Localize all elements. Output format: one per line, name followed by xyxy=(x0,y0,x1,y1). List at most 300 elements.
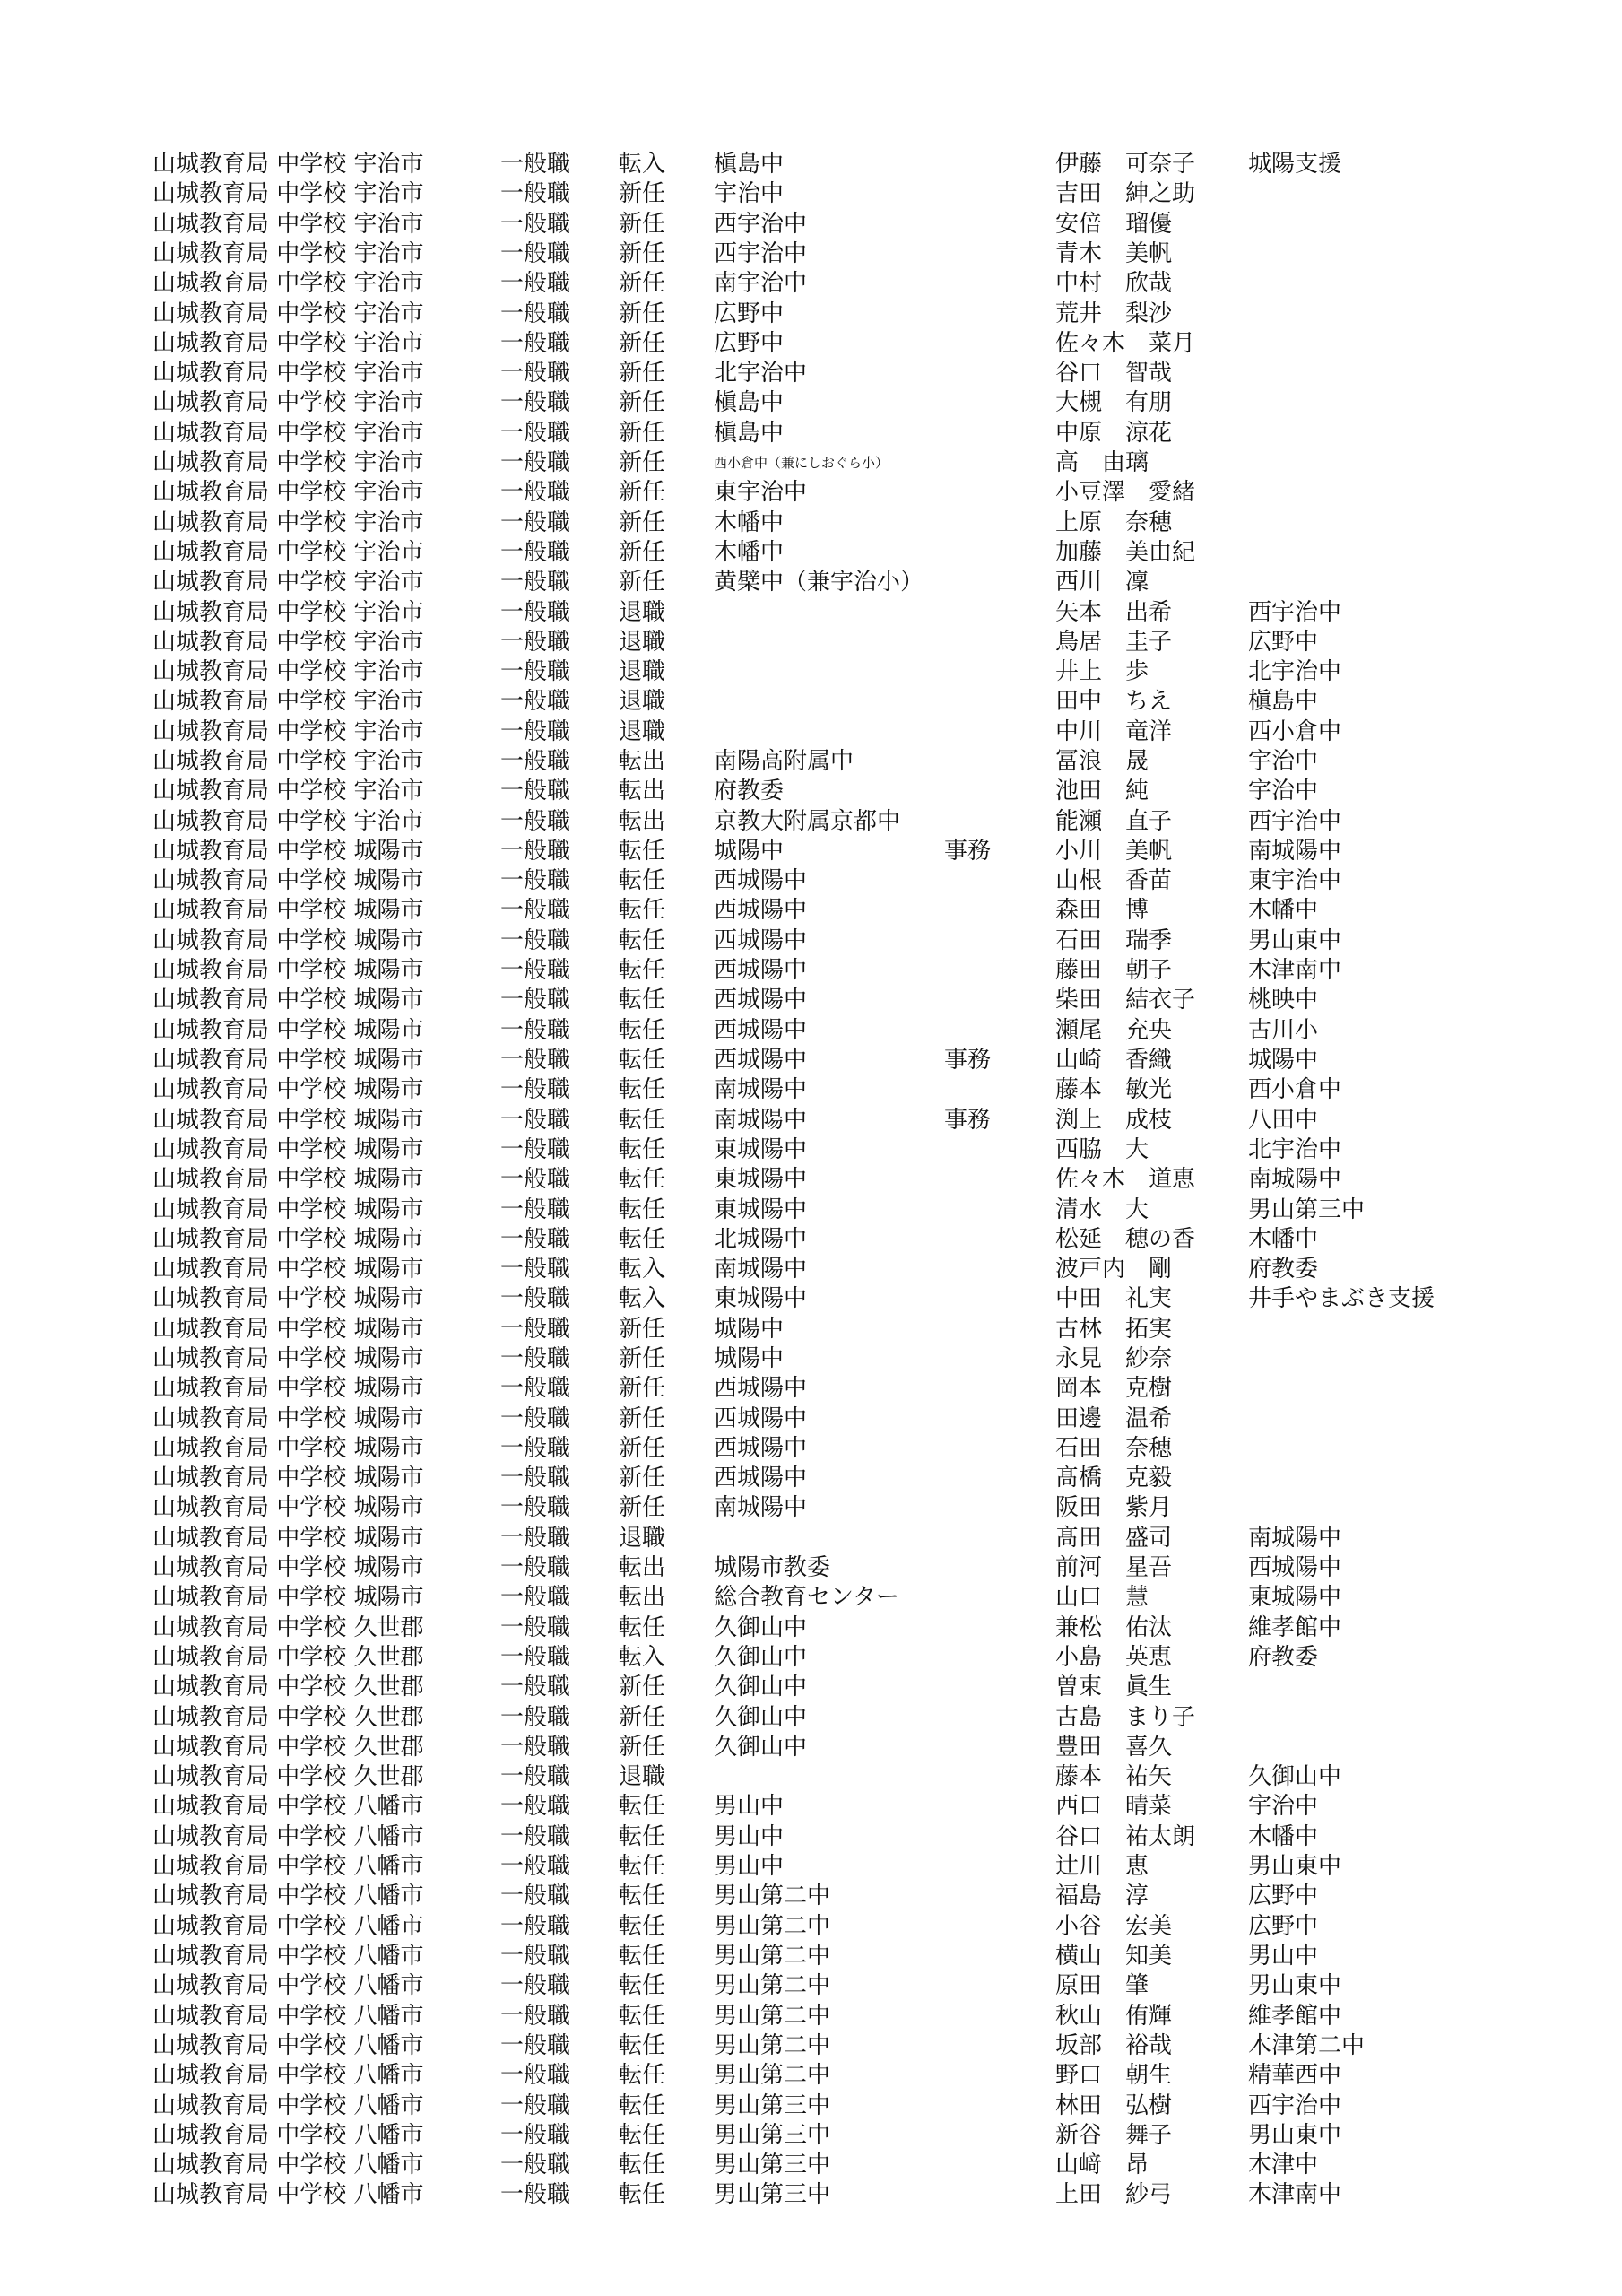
new-school-cell: 久御山中 xyxy=(714,1674,808,1700)
office-area-cell: 山城教育局 中学校 宇治市 xyxy=(152,599,424,626)
transfer-type-cell: 新任 xyxy=(619,1316,666,1343)
table-row xyxy=(0,1792,1622,1822)
staff-name-cell: 佐々木 道恵 xyxy=(1055,1166,1196,1193)
previous-school-cell: 木津南中 xyxy=(1248,957,1342,984)
new-school-cell: 男山第二中 xyxy=(714,2062,831,2089)
new-school-cell: 男山第二中 xyxy=(714,1972,831,1999)
transfer-type-cell: 退職 xyxy=(619,688,666,715)
transfer-type-cell: 新任 xyxy=(619,1465,666,1492)
new-school-cell: 久御山中 xyxy=(714,1734,808,1761)
staff-name-cell: 柴田 結衣子 xyxy=(1055,987,1196,1013)
office-area-cell: 山城教育局 中学校 久世郡 xyxy=(152,1614,424,1641)
transfer-type-cell: 転入 xyxy=(619,1256,666,1283)
transfer-type-cell: 転出 xyxy=(619,778,666,804)
previous-school-cell: 維孝館中 xyxy=(1248,1614,1342,1641)
transfer-type-cell: 転任 xyxy=(619,1943,666,1970)
job-category-cell: 一般職 xyxy=(500,688,571,715)
new-school-cell: 城陽中 xyxy=(714,1316,785,1343)
table-row xyxy=(0,1942,1622,1971)
office-area-cell: 山城教育局 中学校 宇治市 xyxy=(152,479,424,506)
table-row xyxy=(0,1225,1622,1255)
job-category-cell: 一般職 xyxy=(500,599,571,626)
office-area-cell: 山城教育局 中学校 宇治市 xyxy=(152,808,424,835)
new-school-cell: 男山第二中 xyxy=(714,2032,831,2059)
office-area-cell: 山城教育局 中学校 城陽市 xyxy=(152,1345,424,1372)
staff-name-cell: 山根 香苗 xyxy=(1055,867,1173,894)
new-school-cell: 西城陽中 xyxy=(714,1465,808,1492)
staff-name-cell: 原田 肇 xyxy=(1055,1972,1149,1999)
office-area-cell: 山城教育局 中学校 宇治市 xyxy=(152,718,424,745)
office-area-cell: 山城教育局 中学校 八幡市 xyxy=(152,2003,424,2030)
new-school-cell: 総合教育センター xyxy=(714,1584,899,1611)
office-area-cell: 山城教育局 中学校 宇治市 xyxy=(152,211,424,238)
office-area-cell: 山城教育局 中学校 八幡市 xyxy=(152,1883,424,1909)
new-school-cell: 東城陽中 xyxy=(714,1196,808,1223)
office-area-cell: 山城教育局 中学校 宇治市 xyxy=(152,389,424,416)
table-row xyxy=(0,837,1622,866)
table-row xyxy=(0,1822,1622,1852)
table-row xyxy=(0,777,1622,806)
transfer-type-cell: 転任 xyxy=(619,1107,666,1134)
job-category-cell: 一般職 xyxy=(500,658,571,685)
transfer-type-cell: 転任 xyxy=(619,1017,666,1044)
job-category-cell: 一般職 xyxy=(500,2062,571,2089)
new-school-cell: 男山第二中 xyxy=(714,2003,831,2030)
previous-school-cell: 城陽中 xyxy=(1248,1047,1319,1074)
new-school-cell: 久御山中 xyxy=(714,1614,808,1641)
new-school-cell: 西城陽中 xyxy=(714,987,808,1013)
staff-name-cell: 野口 朝生 xyxy=(1055,2062,1173,2089)
table-row xyxy=(0,2061,1622,2091)
staff-name-cell: 前河 星吾 xyxy=(1055,1554,1173,1581)
job-category-cell: 一般職 xyxy=(500,1166,571,1193)
job-category-cell: 一般職 xyxy=(500,1823,571,1850)
transfer-type-cell: 新任 xyxy=(619,569,666,596)
new-school-cell: 木幡中 xyxy=(714,509,785,536)
table-row xyxy=(0,359,1622,388)
transfer-type-cell: 転任 xyxy=(619,2122,666,2149)
table-row xyxy=(0,2092,1622,2121)
office-area-cell: 山城教育局 中学校 八幡市 xyxy=(152,1943,424,1970)
office-area-cell: 山城教育局 中学校 宇治市 xyxy=(152,688,424,715)
staff-name-cell: 能瀬 直子 xyxy=(1055,808,1173,835)
previous-school-cell: 北宇治中 xyxy=(1248,658,1342,685)
staff-name-cell: 小谷 宏美 xyxy=(1055,1913,1173,1940)
staff-name-cell: 岡本 克樹 xyxy=(1055,1375,1173,1402)
previous-school-cell: 西小倉中 xyxy=(1248,1076,1342,1103)
table-row xyxy=(0,509,1622,538)
new-school-cell: 男山中 xyxy=(714,1793,785,1820)
job-category-cell: 一般職 xyxy=(500,987,571,1013)
transfer-type-cell: 新任 xyxy=(619,539,666,566)
previous-school-cell: 西城陽中 xyxy=(1248,1554,1342,1581)
office-area-cell: 山城教育局 中学校 城陽市 xyxy=(152,1107,424,1134)
staff-name-cell: 小島 英恵 xyxy=(1055,1644,1173,1671)
previous-school-cell: 男山第三中 xyxy=(1248,1196,1366,1223)
previous-school-cell: 宇治中 xyxy=(1248,748,1319,775)
office-area-cell: 山城教育局 中学校 宇治市 xyxy=(152,629,424,656)
transfer-type-cell: 転任 xyxy=(619,1226,666,1253)
table-row xyxy=(0,448,1622,478)
staff-name-cell: 上原 奈穂 xyxy=(1055,509,1173,536)
staff-name-cell: 中原 涼花 xyxy=(1055,420,1173,447)
office-area-cell: 山城教育局 中学校 宇治市 xyxy=(152,270,424,297)
job-category-cell: 一般職 xyxy=(500,867,571,894)
office-area-cell: 山城教育局 中学校 宇治市 xyxy=(152,569,424,596)
duty-cell: 事務 xyxy=(944,1047,992,1074)
table-row xyxy=(0,1703,1622,1733)
table-row xyxy=(0,1493,1622,1523)
staff-name-cell: 森田 博 xyxy=(1055,897,1149,924)
job-category-cell: 一般職 xyxy=(500,957,571,984)
job-category-cell: 一般職 xyxy=(500,270,571,297)
job-category-cell: 一般職 xyxy=(500,1853,571,1880)
transfer-type-cell: 新任 xyxy=(619,180,666,207)
transfer-type-cell: 転入 xyxy=(619,151,666,178)
staff-name-cell: 豊田 喜久 xyxy=(1055,1734,1173,1761)
transfer-type-cell: 転任 xyxy=(619,2003,666,2030)
job-category-cell: 一般職 xyxy=(500,211,571,238)
job-category-cell: 一般職 xyxy=(500,1763,571,1790)
table-row xyxy=(0,568,1622,597)
transfer-type-cell: 新任 xyxy=(619,330,666,357)
office-area-cell: 山城教育局 中学校 宇治市 xyxy=(152,449,424,476)
office-area-cell: 山城教育局 中学校 城陽市 xyxy=(152,987,424,1013)
office-area-cell: 山城教育局 中学校 宇治市 xyxy=(152,300,424,327)
previous-school-cell: 南城陽中 xyxy=(1248,1166,1342,1193)
table-row xyxy=(0,628,1622,657)
new-school-cell: 男山中 xyxy=(714,1853,785,1880)
job-category-cell: 一般職 xyxy=(500,240,571,267)
office-area-cell: 山城教育局 中学校 城陽市 xyxy=(152,1584,424,1611)
staff-name-cell: 阪田 紫月 xyxy=(1055,1494,1173,1521)
job-category-cell: 一般職 xyxy=(500,1644,571,1671)
staff-name-cell: 福島 淳 xyxy=(1055,1883,1149,1909)
table-row xyxy=(0,239,1622,269)
staff-name-cell: 加藤 美由紀 xyxy=(1055,539,1196,566)
transfer-type-cell: 転任 xyxy=(619,1913,666,1940)
transfer-type-cell: 転出 xyxy=(619,748,666,775)
staff-name-cell: 吉田 紳之助 xyxy=(1055,180,1196,207)
office-area-cell: 山城教育局 中学校 宇治市 xyxy=(152,658,424,685)
transfer-type-cell: 退職 xyxy=(619,1763,666,1790)
job-category-cell: 一般職 xyxy=(500,1375,571,1402)
office-area-cell: 山城教育局 中学校 久世郡 xyxy=(152,1734,424,1761)
new-school-cell: 久御山中 xyxy=(714,1644,808,1671)
new-school-cell: 京教大附属京都中 xyxy=(714,808,901,835)
job-category-cell: 一般職 xyxy=(500,1584,571,1611)
table-row xyxy=(0,747,1622,777)
new-school-cell: 西城陽中 xyxy=(714,867,808,894)
transfer-type-cell: 転出 xyxy=(619,1584,666,1611)
staff-name-cell: 石田 奈穂 xyxy=(1055,1435,1173,1462)
new-school-cell: 西宇治中 xyxy=(714,240,808,267)
office-area-cell: 山城教育局 中学校 宇治市 xyxy=(152,539,424,566)
transfer-type-cell: 新任 xyxy=(619,300,666,327)
staff-name-cell: 青木 美帆 xyxy=(1055,240,1173,267)
table-row xyxy=(0,2151,1622,2180)
previous-school-cell: 西小倉中 xyxy=(1248,718,1342,745)
new-school-cell: 男山第三中 xyxy=(714,2122,831,2149)
staff-name-cell: 谷口 智哉 xyxy=(1055,360,1173,387)
staff-name-cell: 井上 歩 xyxy=(1055,658,1149,685)
new-school-cell: 男山第三中 xyxy=(714,2152,831,2179)
office-area-cell: 山城教育局 中学校 八幡市 xyxy=(152,2152,424,2179)
office-area-cell: 山城教育局 中学校 八幡市 xyxy=(152,1972,424,1999)
table-row xyxy=(0,1046,1622,1075)
job-category-cell: 一般職 xyxy=(500,1883,571,1909)
new-school-cell: 北城陽中 xyxy=(714,1226,808,1253)
table-row xyxy=(0,1434,1622,1464)
previous-school-cell: 東宇治中 xyxy=(1248,867,1342,894)
office-area-cell: 山城教育局 中学校 八幡市 xyxy=(152,2122,424,2149)
table-row xyxy=(0,986,1622,1015)
transfer-type-cell: 転任 xyxy=(619,1196,666,1223)
previous-school-cell: 精華西中 xyxy=(1248,2062,1342,2089)
table-row xyxy=(0,1733,1622,1762)
transfer-type-cell: 退職 xyxy=(619,658,666,685)
office-area-cell: 山城教育局 中学校 八幡市 xyxy=(152,2181,424,2208)
staff-name-cell: 中村 欣哉 xyxy=(1055,270,1173,297)
transfer-type-cell: 転任 xyxy=(619,1047,666,1074)
office-area-cell: 山城教育局 中学校 城陽市 xyxy=(152,1076,424,1103)
office-area-cell: 山城教育局 中学校 城陽市 xyxy=(152,1554,424,1581)
staff-name-cell: 清水 大 xyxy=(1055,1196,1149,1223)
table-row xyxy=(0,896,1622,926)
table-row xyxy=(0,1852,1622,1882)
job-category-cell: 一般職 xyxy=(500,1047,571,1074)
staff-name-cell: 横山 知美 xyxy=(1055,1943,1173,1970)
new-school-cell: 城陽市教委 xyxy=(714,1554,831,1581)
transfer-type-cell: 転任 xyxy=(619,2032,666,2059)
staff-name-cell: 山崎 香織 xyxy=(1055,1047,1173,1074)
office-area-cell: 山城教育局 中学校 宇治市 xyxy=(152,778,424,804)
staff-name-cell: 古林 拓実 xyxy=(1055,1316,1173,1343)
job-category-cell: 一般職 xyxy=(500,1704,571,1731)
previous-school-cell: 西宇治中 xyxy=(1248,2092,1342,2119)
staff-name-cell: 新谷 舞子 xyxy=(1055,2122,1173,2149)
job-category-cell: 一般職 xyxy=(500,1196,571,1223)
transfer-type-cell: 新任 xyxy=(619,420,666,447)
transfer-type-cell: 転任 xyxy=(619,2062,666,2089)
transfer-type-cell: 転任 xyxy=(619,2152,666,2179)
transfer-type-cell: 転入 xyxy=(619,1285,666,1312)
previous-school-cell: 槇島中 xyxy=(1248,688,1319,715)
job-category-cell: 一般職 xyxy=(500,1913,571,1940)
transfer-type-cell: 新任 xyxy=(619,449,666,476)
transfer-type-cell: 転任 xyxy=(619,2181,666,2208)
new-school-cell: 南宇治中 xyxy=(714,270,808,297)
staff-name-cell: 西脇 大 xyxy=(1055,1136,1149,1163)
table-row xyxy=(0,718,1622,747)
office-area-cell: 山城教育局 中学校 城陽市 xyxy=(152,1375,424,1402)
new-school-cell: 男山第三中 xyxy=(714,2092,831,2119)
staff-name-cell: 山口 慧 xyxy=(1055,1584,1149,1611)
staff-name-cell: 冨浪 晟 xyxy=(1055,748,1149,775)
staff-name-cell: 髙田 盛司 xyxy=(1055,1525,1173,1552)
previous-school-cell: 府教委 xyxy=(1248,1256,1319,1283)
office-area-cell: 山城教育局 中学校 城陽市 xyxy=(152,1136,424,1163)
job-category-cell: 一般職 xyxy=(500,1435,571,1462)
job-category-cell: 一般職 xyxy=(500,629,571,656)
transfer-type-cell: 新任 xyxy=(619,1345,666,1372)
staff-name-cell: 兼松 佑汰 xyxy=(1055,1614,1173,1641)
new-school-cell: 男山第二中 xyxy=(714,1913,831,1940)
job-category-cell: 一般職 xyxy=(500,539,571,566)
office-area-cell: 山城教育局 中学校 八幡市 xyxy=(152,1853,424,1880)
transfer-type-cell: 新任 xyxy=(619,509,666,536)
job-category-cell: 一般職 xyxy=(500,2181,571,2208)
staff-name-cell: 谷口 祐太朗 xyxy=(1055,1823,1196,1850)
transfer-type-cell: 転任 xyxy=(619,838,666,865)
duty-cell: 事務 xyxy=(944,838,992,865)
office-area-cell: 山城教育局 中学校 宇治市 xyxy=(152,330,424,357)
job-category-cell: 一般職 xyxy=(500,748,571,775)
table-row xyxy=(0,419,1622,448)
staff-name-cell: 池田 純 xyxy=(1055,778,1149,804)
previous-school-cell: 木津南中 xyxy=(1248,2181,1342,2208)
new-school-cell: 西城陽中 xyxy=(714,1435,808,1462)
table-row xyxy=(0,926,1622,956)
staff-name-cell: 曽束 眞生 xyxy=(1055,1674,1173,1700)
job-category-cell: 一般職 xyxy=(500,420,571,447)
job-category-cell: 一般職 xyxy=(500,2092,571,2119)
previous-school-cell: 北宇治中 xyxy=(1248,1136,1342,1163)
new-school-cell: 西城陽中 xyxy=(714,1405,808,1432)
job-category-cell: 一般職 xyxy=(500,927,571,954)
job-category-cell: 一般職 xyxy=(500,1316,571,1343)
office-area-cell: 山城教育局 中学校 城陽市 xyxy=(152,867,424,894)
job-category-cell: 一般職 xyxy=(500,1793,571,1820)
transfer-type-cell: 転任 xyxy=(619,867,666,894)
transfer-type-cell: 転任 xyxy=(619,1614,666,1641)
office-area-cell: 山城教育局 中学校 八幡市 xyxy=(152,2062,424,2089)
duty-cell: 事務 xyxy=(944,1107,992,1134)
new-school-cell: 広野中 xyxy=(714,330,785,357)
job-category-cell: 一般職 xyxy=(500,389,571,416)
office-area-cell: 山城教育局 中学校 宇治市 xyxy=(152,509,424,536)
job-category-cell: 一般職 xyxy=(500,897,571,924)
office-area-cell: 山城教育局 中学校 八幡市 xyxy=(152,2092,424,2119)
transfer-type-cell: 転任 xyxy=(619,1972,666,1999)
table-row xyxy=(0,1912,1622,1942)
table-row xyxy=(0,1016,1622,1046)
table-row xyxy=(0,1553,1622,1583)
new-school-cell: 男山中 xyxy=(714,1823,785,1850)
job-category-cell: 一般職 xyxy=(500,718,571,745)
transfer-type-cell: 転任 xyxy=(619,2092,666,2119)
table-row xyxy=(0,2002,1622,2031)
new-school-cell: 西城陽中 xyxy=(714,957,808,984)
transfer-type-cell: 転任 xyxy=(619,957,666,984)
job-category-cell: 一般職 xyxy=(500,1614,571,1641)
table-row xyxy=(0,1673,1622,1702)
table-row xyxy=(0,1762,1622,1792)
previous-school-cell: 桃映中 xyxy=(1248,987,1319,1013)
job-category-cell: 一般職 xyxy=(500,778,571,804)
table-row xyxy=(0,1315,1622,1344)
staff-name-cell: 荒井 梨沙 xyxy=(1055,300,1173,327)
transfer-type-cell: 新任 xyxy=(619,389,666,416)
office-area-cell: 山城教育局 中学校 城陽市 xyxy=(152,1316,424,1343)
job-category-cell: 一般職 xyxy=(500,1525,571,1552)
table-row xyxy=(0,1971,1622,2001)
staff-name-cell: 辻川 恵 xyxy=(1055,1853,1149,1880)
table-row xyxy=(0,1583,1622,1613)
new-school-cell: 西城陽中 xyxy=(714,1047,808,1074)
job-category-cell: 一般職 xyxy=(500,1943,571,1970)
staff-name-cell: 西口 晴菜 xyxy=(1055,1793,1173,1820)
new-school-cell: 西城陽中 xyxy=(714,1017,808,1044)
previous-school-cell: 八田中 xyxy=(1248,1107,1319,1134)
staff-name-cell: 西川 凜 xyxy=(1055,569,1149,596)
staff-name-cell: 佐々木 菜月 xyxy=(1055,330,1196,357)
job-category-cell: 一般職 xyxy=(500,1107,571,1134)
transfer-type-cell: 新任 xyxy=(619,1704,666,1731)
job-category-cell: 一般職 xyxy=(500,330,571,357)
job-category-cell: 一般職 xyxy=(500,2122,571,2149)
job-category-cell: 一般職 xyxy=(500,1136,571,1163)
office-area-cell: 山城教育局 中学校 城陽市 xyxy=(152,1047,424,1074)
office-area-cell: 山城教育局 中学校 城陽市 xyxy=(152,927,424,954)
office-area-cell: 山城教育局 中学校 宇治市 xyxy=(152,360,424,387)
job-category-cell: 一般職 xyxy=(500,2032,571,2059)
transfer-type-cell: 転出 xyxy=(619,808,666,835)
table-row xyxy=(0,210,1622,239)
new-school-cell: 東宇治中 xyxy=(714,479,808,506)
transfer-type-cell: 転出 xyxy=(619,1554,666,1581)
office-area-cell: 山城教育局 中学校 久世郡 xyxy=(152,1644,424,1671)
previous-school-cell: 久御山中 xyxy=(1248,1763,1342,1790)
job-category-cell: 一般職 xyxy=(500,1674,571,1700)
transfer-type-cell: 退職 xyxy=(619,1525,666,1552)
table-row xyxy=(0,388,1622,418)
job-category-cell: 一般職 xyxy=(500,360,571,387)
new-school-cell: 久御山中 xyxy=(714,1704,808,1731)
transfer-type-cell: 新任 xyxy=(619,479,666,506)
previous-school-cell: 古川小 xyxy=(1248,1017,1319,1044)
previous-school-cell: 広野中 xyxy=(1248,629,1319,656)
new-school-cell: 北宇治中 xyxy=(714,360,808,387)
office-area-cell: 山城教育局 中学校 久世郡 xyxy=(152,1763,424,1790)
transfer-type-cell: 転任 xyxy=(619,1166,666,1193)
job-category-cell: 一般職 xyxy=(500,449,571,476)
previous-school-cell: 男山東中 xyxy=(1248,2122,1342,2149)
previous-school-cell: 男山中 xyxy=(1248,1943,1319,1970)
new-school-cell: 西宇治中 xyxy=(714,211,808,238)
table-row xyxy=(0,1643,1622,1673)
transfer-type-cell: 退職 xyxy=(619,718,666,745)
table-row xyxy=(0,2121,1622,2151)
new-school-cell: 広野中 xyxy=(714,300,785,327)
transfer-type-cell: 新任 xyxy=(619,1405,666,1432)
new-school-cell: 東城陽中 xyxy=(714,1166,808,1193)
staff-name-cell: 松延 穂の香 xyxy=(1055,1226,1196,1253)
office-area-cell: 山城教育局 中学校 城陽市 xyxy=(152,1166,424,1193)
job-category-cell: 一般職 xyxy=(500,180,571,207)
office-area-cell: 山城教育局 中学校 城陽市 xyxy=(152,1285,424,1312)
previous-school-cell: 男山東中 xyxy=(1248,927,1342,954)
staff-name-cell: 矢本 出希 xyxy=(1055,599,1173,626)
staff-name-cell: 小豆澤 愛緒 xyxy=(1055,479,1196,506)
previous-school-cell: 広野中 xyxy=(1248,1883,1319,1909)
table-row xyxy=(0,1613,1622,1643)
table-row xyxy=(0,2180,1622,2210)
transfer-type-cell: 転任 xyxy=(619,1883,666,1909)
table-row xyxy=(0,1464,1622,1493)
new-school-cell: 南城陽中 xyxy=(714,1256,808,1283)
table-row xyxy=(0,807,1622,837)
